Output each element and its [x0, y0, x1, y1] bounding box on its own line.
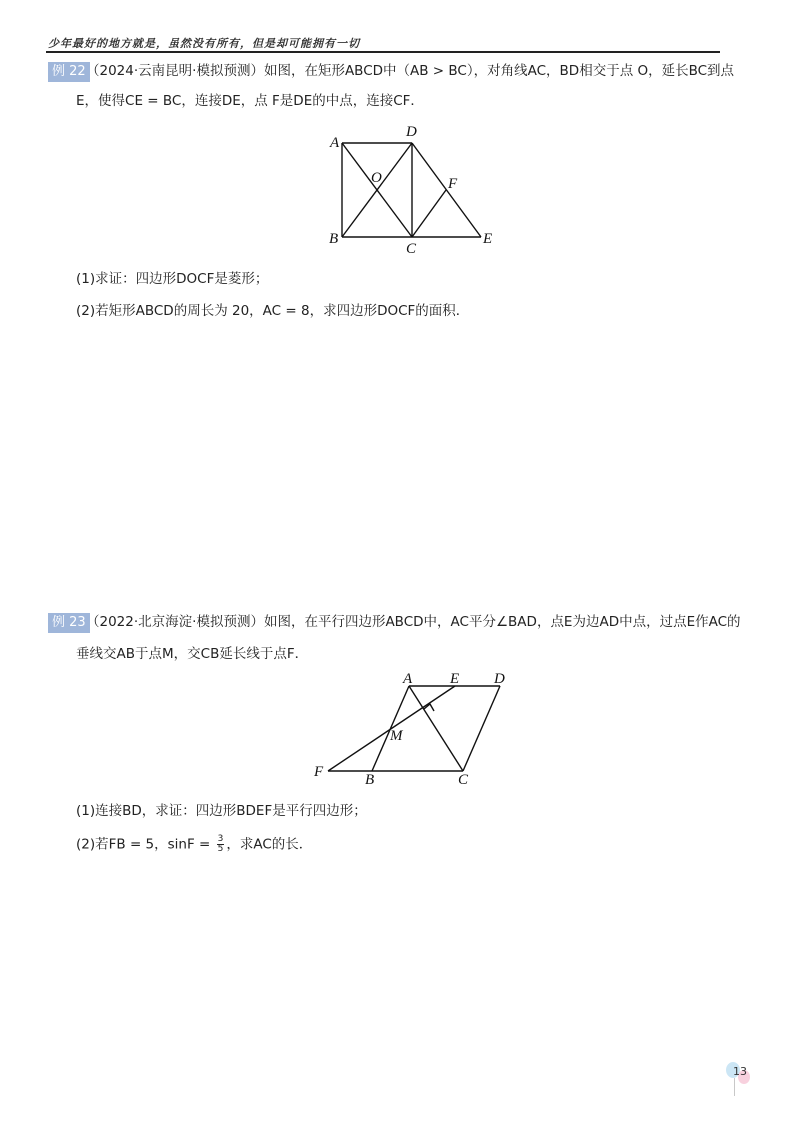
- problem-23-part-2: [76, 835, 312, 854]
- point-label-e: E: [483, 231, 493, 247]
- point-label-c: C: [458, 772, 469, 788]
- point-label-a: A: [330, 135, 340, 151]
- point-label-a: A: [403, 671, 413, 687]
- point-label-f: F: [314, 764, 324, 780]
- sin-f-fraction: [217, 835, 225, 854]
- balloon-decoration-icon: [726, 1058, 752, 1098]
- header-motto: 少年最好的地方就是，虽然没有所有，但是却可能拥有一切: [48, 37, 360, 50]
- problem-23-part-1: (1)连接BD，求证：四边形BDEF是平行四边形；: [76, 803, 367, 819]
- point-label-b: B: [365, 772, 375, 788]
- problem-23-part-2-prefix: (2)若FB = 5，sinF =: [76, 836, 215, 853]
- point-label-f: F: [448, 176, 458, 192]
- problem-22-part-1: (1)求证：四边形DOCF是菱形；: [76, 271, 269, 287]
- point-label-o: O: [371, 170, 382, 186]
- point-label-d: D: [494, 671, 505, 687]
- point-label-d: D: [406, 124, 417, 140]
- example-23-label: 例 23: [48, 613, 90, 633]
- problem-23-text-line-1: （2022·北京海淀·模拟预测）如图，在平行四边形ABCD中，AC平分∠BAD，点E为边AD中点，过点E作AC的: [86, 614, 741, 630]
- point-label-e: E: [450, 671, 460, 687]
- point-label-m: M: [390, 728, 403, 744]
- fraction-denominator: 5: [217, 844, 224, 854]
- problem-22-text-line-1: （2024·云南昆明·模拟预测）如图，在矩形ABCD中（AB > BC），对角线AC，BD相交于点 O，延长BC到点: [86, 63, 735, 79]
- problem-23-text-line-2: 垂线交AB于点M，交CB延长线于点F．: [76, 646, 309, 662]
- point-label-b: B: [329, 231, 339, 247]
- fraction-numerator: 3: [217, 834, 224, 844]
- example-22-label: 例 22: [48, 62, 90, 82]
- problem-22-text-line-2: E，使得CE = BC，连接DE，点 F是DE的中点，连接CF．: [76, 93, 424, 109]
- problem-22-part-2: (2)若矩形ABCD的周长为 20，AC = 8，求四边形DOCF的面积．: [76, 303, 470, 319]
- problem-23-part-2-suffix: ，求AC的长．: [226, 836, 313, 853]
- page-number: 13: [733, 1065, 747, 1078]
- point-label-c: C: [406, 241, 417, 257]
